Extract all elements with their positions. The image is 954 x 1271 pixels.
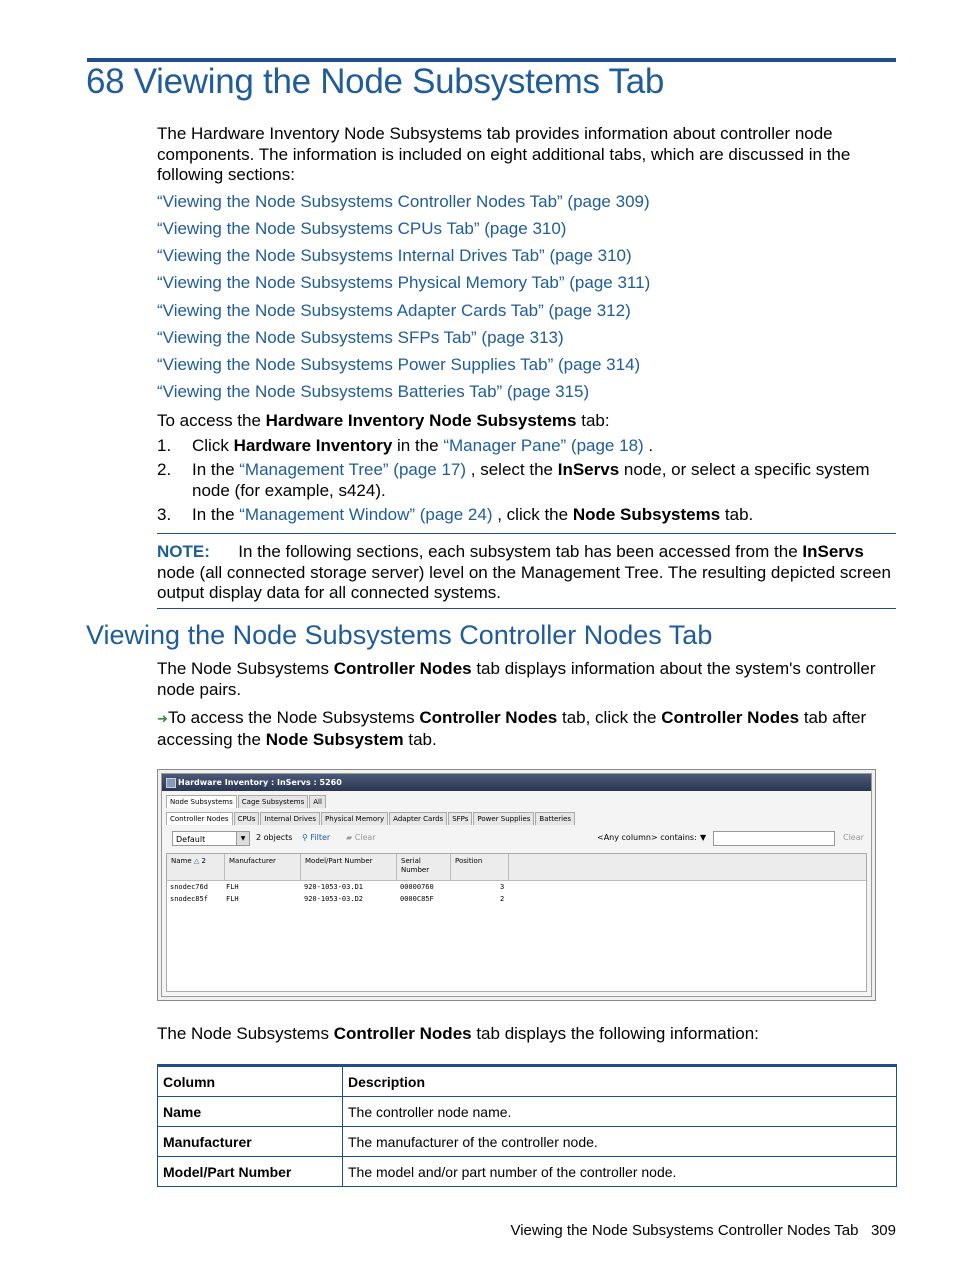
link-management-window[interactable]: “Management Window” (page 24) [239,505,493,524]
tab-batteries[interactable]: Batteries [535,812,575,825]
sort-up-icon: △ [193,857,200,865]
object-count: 2 objects [256,833,293,842]
step-arrow-icon: ➜ [157,711,168,726]
tab-all[interactable]: All [309,795,326,808]
contains-input[interactable] [713,831,835,846]
tab-internal-drives[interactable]: Internal Drives [260,812,320,825]
section-title: Viewing the Node Subsystems Controller Nodes Tab [86,620,713,650]
tab-physical-memory[interactable]: Physical Memory [321,812,388,825]
tab-power-supplies[interactable]: Power Supplies [473,812,534,825]
tab-controller-nodes[interactable]: Controller Nodes [166,812,233,825]
link-internal-drives[interactable]: “Viewing the Node Subsystems Internal Drives Tab” (page 310) [157,246,632,265]
table-row[interactable]: snodec76d FLH 920-1053-03.D1 00000760 3 [170,883,505,891]
filter-toolbar [172,831,864,849]
tab-cage-subsystems[interactable]: Cage Subsystems [238,795,308,808]
filter-icon: ⚲ [302,833,308,842]
link-sfps[interactable]: “Viewing the Node Subsystems SFPs Tab” (page 313) [157,328,564,347]
link-batteries[interactable]: “Viewing the Node Subsystems Batteries Tab” (page 315) [157,382,590,401]
grid-header [167,854,866,881]
table-row: Manufacturer The manufacturer of the controller node. [158,1127,897,1157]
col-serial[interactable]: Serial Number [397,854,451,880]
window-titlebar: Hardware Inventory : InServs : 5260 [162,774,871,791]
col-name[interactable]: Name △ 2 [167,854,225,880]
col-manufacturer[interactable]: Manufacturer [225,854,301,880]
access-intro: To access the Hardware Inventory Node Subsystems tab: [157,411,610,430]
top-tabs [166,795,327,808]
view-select[interactable]: Default ▼ [172,831,250,846]
page-footer: Viewing the Node Subsystems Controller Nodes Tab 309 [510,1222,896,1239]
section-paragraph-1: The Node Subsystems Controller Nodes tab displays information about the system's controller node pairs. [157,659,876,699]
table-row: Name The controller node name. [158,1097,897,1127]
column-chevron-icon[interactable]: ▼ [700,833,707,842]
screenshot-figure [157,769,876,1001]
link-controller-nodes[interactable]: “Viewing the Node Subsystems Controller Nodes Tab” (page 309) [157,192,650,211]
clear-text-button[interactable]: Clear [843,833,864,842]
any-column-label: <Any column> contains: [597,833,697,842]
table-intro: The Node Subsystems Controller Nodes tab displays the following information: [157,1024,759,1043]
section-paragraph-2: ➜To access the Node Subsystems Controller Nodes tab, click the Controller Nodes tab after accessing the Node Subsystem tab. [157,708,867,749]
table-header-column: Column [158,1066,343,1097]
link-adapter-cards[interactable]: “Viewing the Node Subsystems Adapter Cards Tab” (page 312) [157,301,631,320]
page-number: 309 [870,1222,896,1239]
link-management-tree[interactable]: “Management Tree” (page 17) [239,460,467,479]
intro-paragraph: The Hardware Inventory Node Subsystems tab provides information about controller node components. The information is included on eight additional tabs, which are discussed in the following sections: [157,124,851,184]
column-description-table [157,1064,897,1187]
col-position[interactable]: Position [451,854,509,880]
note-bottom-rule [157,608,896,609]
table-row: Model/Part Number The model and/or part number of the controller node. [158,1157,897,1187]
tab-adapter-cards[interactable]: Adapter Cards [389,812,447,825]
table-row[interactable]: snodec85f FLH 920-1053-03.D2 0000C85F 2 [170,895,505,903]
note-block: NOTE: In the following sections, each subsystem tab has been accessed from the InServs node (all connected storage server) level on the Management Tree. The resulting depicted screen output display data for all connected systems. [157,542,891,602]
link-power-supplies[interactable]: “Viewing the Node Subsystems Power Supplies Tab” (page 314) [157,355,641,374]
controller-nodes-grid [166,853,867,992]
link-physical-memory[interactable]: “Viewing the Node Subsystems Physical Memory Tab” (page 311) [157,273,651,292]
table-header-description: Description [343,1066,897,1097]
sub-tabs [166,812,576,825]
eraser-icon: ▰ [346,833,353,842]
grid-icon [166,778,176,788]
tab-node-subsystems[interactable]: Node Subsystems [166,795,237,808]
filter-button[interactable]: ⚲ Filter [302,833,331,842]
col-model[interactable]: Model/Part Number [301,854,397,880]
tab-sfps[interactable]: SFPs [448,812,472,825]
chevron-down-icon: ▼ [236,832,249,845]
note-top-rule [157,533,896,534]
link-manager-pane[interactable]: “Manager Pane” (page 18) [443,436,644,455]
link-cpus[interactable]: “Viewing the Node Subsystems CPUs Tab” (page 310) [157,219,567,238]
clear-button[interactable]: ▰ Clear [346,833,376,842]
tab-cpus[interactable]: CPUs [234,812,260,825]
chapter-title: 68 Viewing the Node Subsystems Tab [86,62,665,101]
